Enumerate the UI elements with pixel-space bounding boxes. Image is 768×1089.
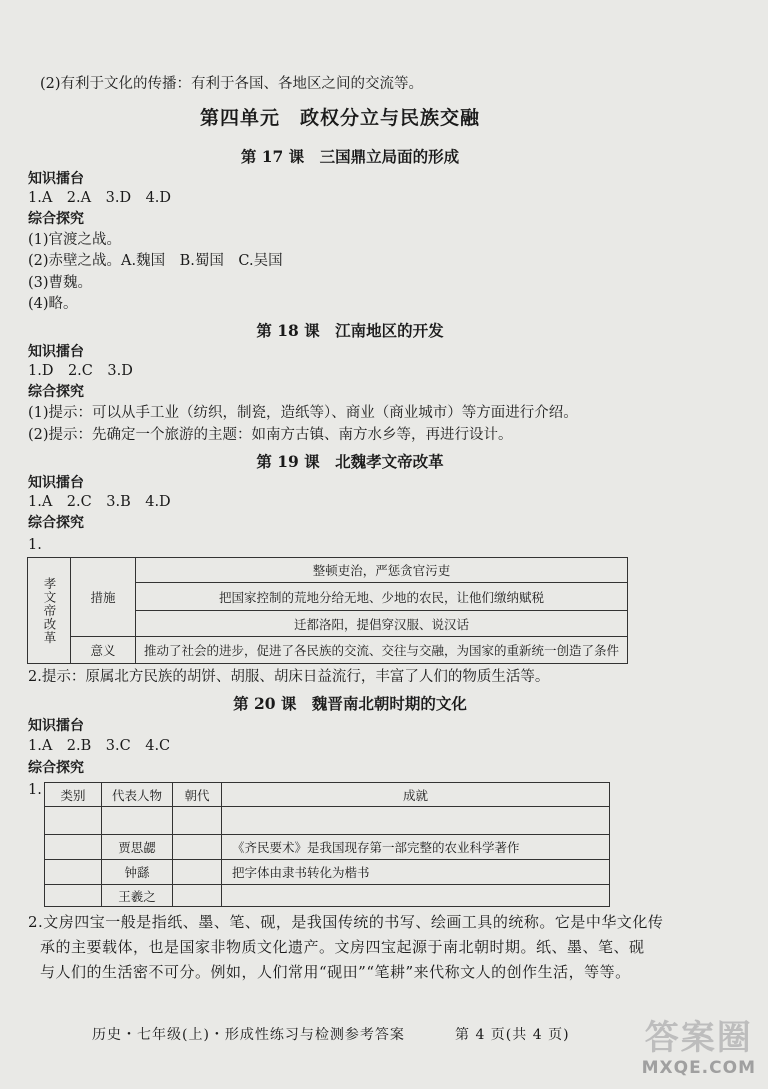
lesson-19-title: 第 19 课 北魏孝文帝改革 xyxy=(256,452,444,471)
culture-cell xyxy=(173,885,222,907)
culture-header-dynasty: 朝代 xyxy=(173,783,222,807)
culture-person: 钟繇 xyxy=(102,860,173,885)
culture-cell xyxy=(45,807,102,835)
reform-significance-label: 意义 xyxy=(71,637,136,664)
lesson-18-line-1: (1)提示：可以从手工业（纺织，制瓷，造纸等）、商业（商业城市）等方面进行介绍。 xyxy=(28,405,578,421)
culture-header-achievement: 成就 xyxy=(222,783,610,807)
culture-cell xyxy=(45,860,102,885)
reform-measures-label: 措施 xyxy=(71,558,136,637)
lesson-17-line-2: (2)赤壁之战。A.魏国 B.蜀国 C.吴国 xyxy=(28,253,283,269)
lesson-19-answers: 1.A 2.C 3.B 4.D xyxy=(28,494,171,510)
lesson-18-section-quiz: 知识擂台 xyxy=(28,344,84,360)
lesson-17-section-quiz: 知识擂台 xyxy=(28,171,84,187)
lesson-18-title: 第 18 课 江南地区的开发 xyxy=(256,321,444,340)
watermark-url: MXQE.COM xyxy=(641,1058,756,1078)
footer-page-number: 第 4 页(共 4 页) xyxy=(455,1027,570,1043)
intro-line: (2)有利于文化的传播：有利于各国、各地区之间的交流等。 xyxy=(40,76,424,92)
culture-table xyxy=(44,782,610,907)
culture-cell xyxy=(173,807,222,835)
culture-achievement: 《齐民要术》是我国现存第一部完整的农业科学著作 xyxy=(222,835,610,860)
watermark-logo-text: 答案圈 xyxy=(644,1018,753,1058)
lesson-18-line-2: (2)提示：先确定一个旅游的主题：如南方古镇、南方水乡等，再进行设计。 xyxy=(28,427,513,443)
culture-cell xyxy=(173,835,222,860)
lesson-20-section-explore: 综合探究 xyxy=(28,760,84,776)
culture-achievement xyxy=(222,885,610,907)
lesson-19-section-explore: 综合探究 xyxy=(28,515,84,531)
reform-row-header: 孝文帝改革 xyxy=(28,558,71,664)
lesson-18-section-explore: 综合探究 xyxy=(28,384,84,400)
lesson-20-answers: 1.A 2.B 3.C 4.C xyxy=(28,738,171,754)
lesson-17-line-3: (3)曹魏。 xyxy=(28,275,93,291)
lesson-19-note: 2.提示：原属北方民族的胡饼、胡服、胡床日益流行，丰富了人们的物质生活等。 xyxy=(28,669,550,685)
lesson-17-line-4: (4)略。 xyxy=(28,296,78,312)
lesson-17-title: 第 17 课 三国鼎立局面的形成 xyxy=(240,147,460,166)
lesson-19-item-number: 1. xyxy=(28,537,42,553)
culture-achievement: 把字体由隶书转化为楷书 xyxy=(222,860,610,885)
footer-title: 历史・七年级(上)・形成性练习与检测参考答案 xyxy=(92,1027,405,1043)
culture-person: 贾思勰 xyxy=(102,835,173,860)
lesson-20-item-number: 1. xyxy=(28,782,42,798)
reform-table xyxy=(27,557,628,664)
reform-measure-cell: 整顿吏治，严惩贪官污吏 xyxy=(136,558,628,583)
culture-paragraph-line-3: 与人们的生活密不可分。例如，人们常用“砚田”“笔耕”来代称文人的创作生活，等等。 xyxy=(40,963,631,981)
lesson-20-section-quiz: 知识擂台 xyxy=(28,718,84,734)
lesson-17-line-1: (1)官渡之战。 xyxy=(28,232,122,248)
lesson-18-answers: 1.D 2.C 3.D xyxy=(28,363,133,379)
culture-header-person: 代表人物 xyxy=(102,783,173,807)
reform-significance-cell: 推动了社会的进步，促进了各民族的交流、交往与交融，为国家的重新统一创造了条件 xyxy=(136,637,628,664)
lesson-19-section-quiz: 知识擂台 xyxy=(28,475,84,491)
culture-cell xyxy=(173,860,222,885)
reform-measure-cell: 迁都洛阳，提倡穿汉服、说汉话 xyxy=(136,611,628,637)
reform-measure-cell: 把国家控制的荒地分给无地、少地的农民，让他们缴纳赋税 xyxy=(136,583,628,611)
culture-cell xyxy=(45,835,102,860)
watermark-logo xyxy=(642,1018,756,1078)
lesson-17-section-explore: 综合探究 xyxy=(28,211,84,227)
culture-paragraph-line-1: 2.文房四宝一般是指纸、墨、笔、砚，是我国传统的书写、绘画工具的统称。它是中华文化传 xyxy=(28,913,664,931)
culture-person: 王羲之 xyxy=(102,885,173,907)
culture-cell xyxy=(45,885,102,907)
lesson-20-title: 第 20 课 魏晋南北朝时期的文化 xyxy=(233,694,467,713)
culture-person xyxy=(102,807,173,835)
culture-achievement xyxy=(222,807,610,835)
unit-title: 第四单元 政权分立与民族交融 xyxy=(199,107,480,129)
culture-header-category: 类别 xyxy=(45,783,102,807)
culture-paragraph-line-2: 承的主要载体，也是国家非物质文化遗产。文房四宝起源于南北朝时期。纸、墨、笔、砚 xyxy=(40,938,645,956)
lesson-17-answers: 1.A 2.A 3.D 4.D xyxy=(28,190,172,206)
